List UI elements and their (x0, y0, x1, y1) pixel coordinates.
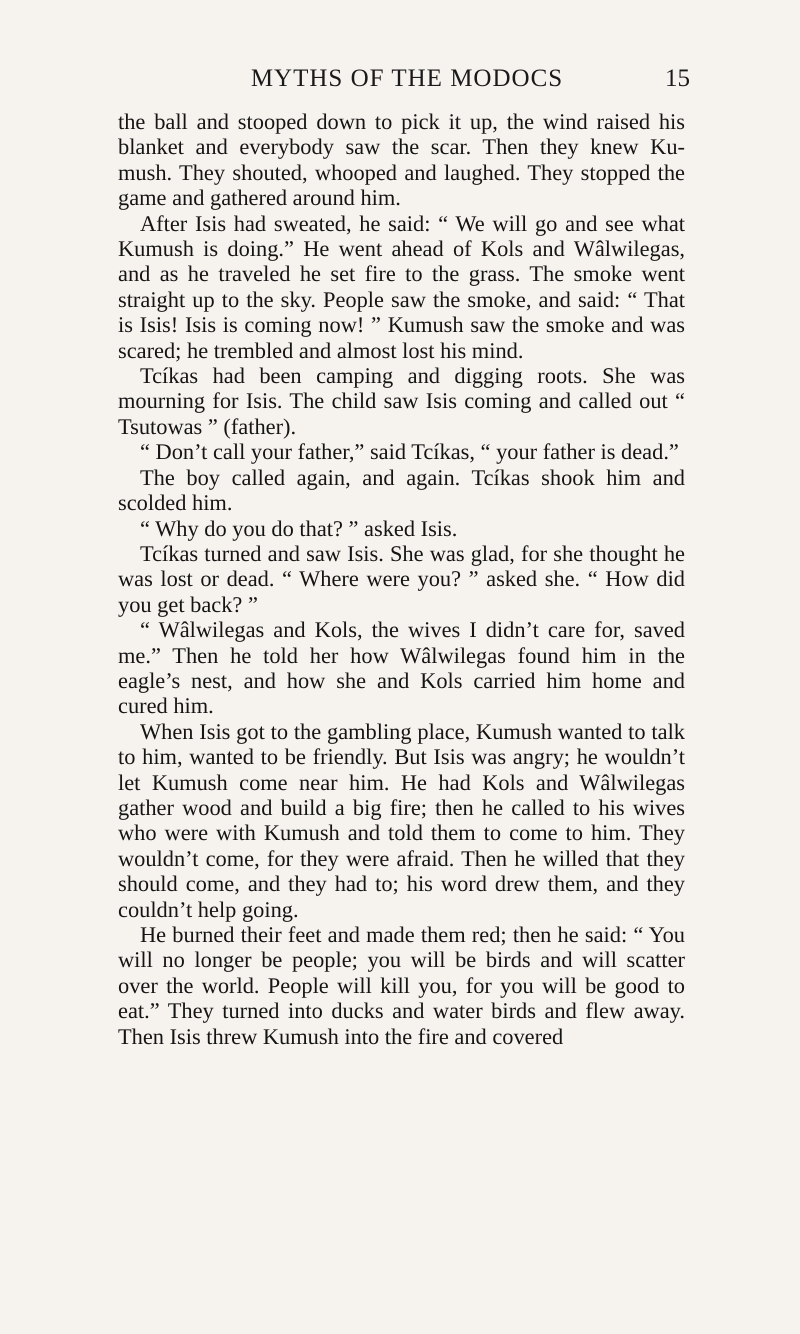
paragraph: “ Wâlwilegas and Kols, the wives I didn’t care for, saved me.” Then he told her how Wâlwilegas found him in the eagle’s nest, and how she and Kols carried him home and cured him. (118, 617, 685, 719)
body-text (118, 109, 685, 1049)
paragraph: the ball and stooped down to pick it up, the wind raised his blanket and everybody saw the scar. Then they knew Ku- mush. They shouted, whooped and laughed. They stopped the game and gathered around him. (118, 109, 685, 211)
paragraph: When Isis got to the gambling place, Kumush wanted to talk to him, wanted to be friendly. But Isis was angry; he wouldn’t let Kumush come near him. He had Kols and Wâlwilegas gather wood and build a big fire; then he called to his wives who were with Kumush and told them to come to him. They wouldn’t come, for they were afraid. Then he willed that they should come, and they had to; his word drew them, and they couldn’t help going. (118, 718, 685, 922)
paragraph: The boy called again, and again. Tcíkas shook him and scolded him. (118, 464, 685, 516)
paragraph: “ Don’t call your father,” said Tcíkas, “ your father is dead.” (140, 439, 679, 465)
paragraph: He burned their feet and made them red; then he said: “ You will no longer be people; you will be birds and will scatter over the world. People will kill you, for you will be good to eat.” They turned into ducks and water birds and flew away. Then Isis threw Kumush into the fire and covered (118, 922, 685, 1049)
paragraph: After Isis had sweated, he said: “ We will go and see what Kumush is doing.” He went ahead of Kols and Wâlwilegas, and as he traveled he set fire to the grass. The smoke went straight up to the sky. People saw the smoke, and said: “ That is Isis! Isis is coming now! ” Kumush saw the smoke and was scared; he trembled and almost lost his mind. (118, 210, 685, 363)
paragraph: “ Why do you do that? ” asked Isis. (140, 515, 458, 541)
paragraph: Tcíkas turned and saw Isis. She was glad, for she thought he was lost or dead. “ Where were you? ” asked she. “ How did you get back? ” (118, 540, 685, 617)
paragraph: Tcíkas had been camping and digging roots. She was mourning for Isis. The child saw Isis coming and called out “ Tsutowas ” (father). (118, 363, 685, 439)
page-number: 15 (665, 65, 690, 92)
running-head (128, 62, 690, 96)
running-head-title: MYTHS OF THE MODOCS (250, 65, 564, 92)
